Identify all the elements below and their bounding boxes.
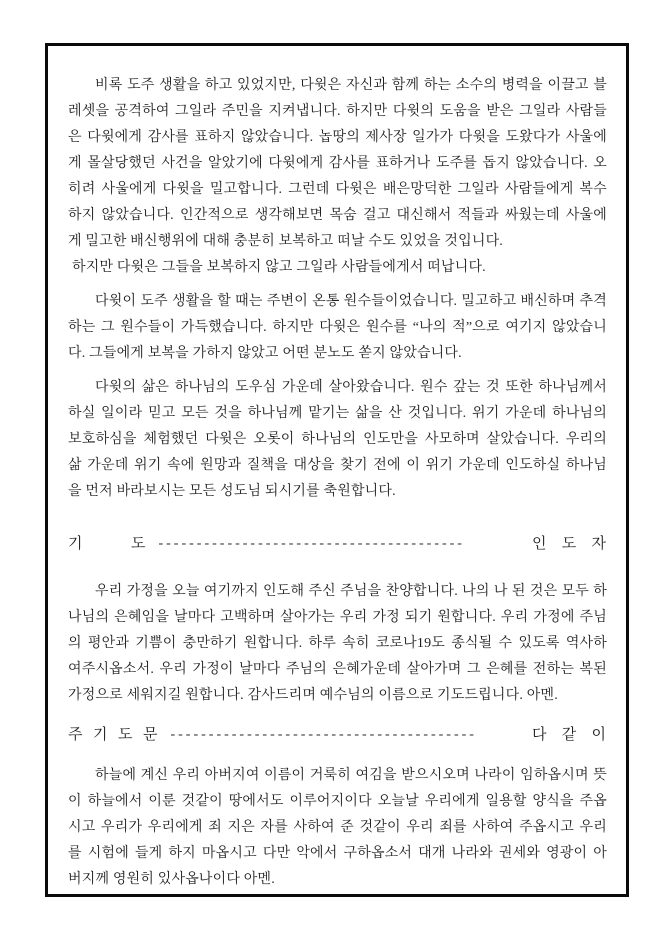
body-paragraph [68, 255, 607, 281]
text-line: 비록 도주 생활을 하고 있었지만, 다윗은 자신과 함께 하는 소수의 병력을 이끌고 블 [95, 78, 607, 93]
text-line: 하는 그 원수들이 가득했습니다. 하지만 다윗은 원수를 “나의 적”으로 여기지 않았습니 [68, 320, 607, 335]
text-line: 을 먼저 바라보시는 모든 성도님 되시기를 축원합니다. [68, 484, 396, 499]
rubric-right-label: 다 같 이 [532, 727, 607, 743]
text-line: 버지께 영원히 있사옵나이다 아멘. [68, 872, 275, 887]
rubric-right-label: 인 도 자 [532, 536, 607, 552]
body-paragraph [68, 289, 607, 367]
body-paragraph [68, 579, 607, 709]
text-line: 레셋을 공격하여 그일라 주민을 지켜냅니다. 하지만 다윗의 도움을 받은 그일라 사람들 [68, 104, 607, 119]
text-line: 은 다윗에게 감사를 표하지 않았습니다. 놉땅의 제사장 일가가 다윗을 도왔다가 사울에 [68, 130, 607, 145]
rubric-prayer [68, 531, 607, 557]
text-line: 히려 사울에게 다윗을 밀고합니다. 그런데 다윗은 배은망덕한 그일라 사람들에게 복수 [68, 182, 607, 197]
body-paragraph [68, 73, 607, 255]
text-line: 여주시옵소서. 우리 가정이 날마다 주님의 은혜가운데 살아가며 그 은혜를 전하는 복된 [68, 662, 607, 677]
page-content [68, 73, 607, 893]
text-line: 의 평안과 기쁨이 충만하기 원합니다. 하루 속히 코로나19도 종식될 수 있도록 역사하 [68, 636, 607, 651]
text-line: 이 하늘에서 이룬 것같이 땅에서도 이루어지이다 오늘날 우리에게 일용할 양식을 주옵 [68, 794, 607, 809]
text-line: 하늘에 계신 우리 아버지여 이름이 거룩히 여김을 받으시오며 나라이 임하옵시며 뜻 [95, 768, 607, 783]
body-paragraph [68, 375, 607, 505]
text-line: 우리 가정을 오늘 여기까지 인도해 주신 주님을 찬양합니다. 나의 나 된 것은 모두 하 [95, 584, 607, 599]
text-line: 시고 우리가 우리에게 죄 지은 자를 사하여 준 것같이 우리 죄를 사하여 주옵시고 우리 [68, 820, 607, 835]
text-line: 하지만 다윗은 그들을 보복하지 않고 그일라 사람들에게서 떠납니다. [72, 260, 486, 275]
text-line: 다윗이 도주 생활을 할 때는 주변이 온통 원수들이었습니다. 밀고하고 배신하며 추격 [95, 294, 607, 309]
text-line: 다. 그들에게 보복을 가하지 않았고 어떤 분노도 쏟지 않았습니다. [68, 346, 462, 361]
text-line: 게 몰살당했던 사건을 알았기에 다윗에게 감사를 표하거나 도주를 돕지 않았습니다. 오 [68, 156, 607, 171]
text-line: 다윗의 삶은 하나님의 도우심 가운데 살아왔습니다. 원수 갚는 것 또한 하나님께서 [95, 380, 607, 395]
body-paragraph [68, 763, 607, 893]
text-line: 가정으로 세워지길 원합니다. 감사드리며 예수님의 이름으로 기도드립니다. 아멘. [68, 688, 558, 703]
text-line: 삶 가운데 위기 속에 원망과 질책을 대상을 찾기 전에 이 위기 가운데 인도하실 하나님 [68, 458, 607, 473]
text-line: 나님의 은혜임을 날마다 고백하며 살아가는 우리 가정 되기 원합니다. 우리 가정에 주님 [68, 610, 607, 625]
page-frame [45, 43, 629, 897]
text-line: 하실 일이라 믿고 모든 것을 하나님께 맡기는 삶을 산 것입니다. 위기 가운데 하나님의 [68, 406, 607, 421]
text-line: 를 시험에 들게 하지 마옵시고 다만 악에서 구하옵소서 대개 나라와 권세와 영광이 아 [68, 846, 607, 861]
rubric-left-label: 기 도 [68, 536, 147, 552]
text-line: 하지 않았습니다. 인간적으로 생각해보면 목숨 걸고 대신해서 적들과 싸웠는데 사울에 [68, 208, 607, 223]
rubric-left-label: 주 기 도 문 [68, 727, 159, 743]
rubric-lords-prayer [68, 722, 607, 748]
rubric-dash-line: ---------------------------------------- [170, 727, 477, 742]
rubric-dash-line: ---------------------------------------- [158, 536, 465, 551]
text-line: 보호하심을 체험했던 다윗은 오롯이 하나님의 인도만을 사모하며 살았습니다. 우리의 [68, 432, 607, 447]
text-line: 게 밀고한 배신행위에 대해 충분히 보복하고 떠날 수도 있었을 것입니다. [68, 234, 503, 249]
